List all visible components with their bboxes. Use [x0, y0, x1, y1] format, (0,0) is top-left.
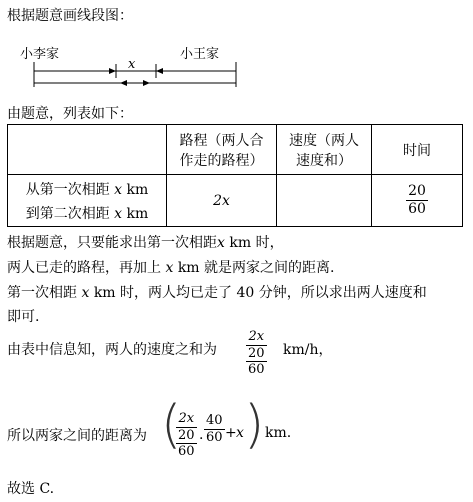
header-empty	[8, 125, 167, 175]
segment-diagram	[20, 60, 250, 92]
speed-unit: km/h，	[283, 342, 333, 358]
right-paren: )	[244, 395, 265, 455]
intro-text: 根据题意画线段图：	[7, 8, 133, 24]
dist-text: 所以两家之间的距离为	[7, 428, 147, 444]
header-distance: 路程（两人合 作走的路程）	[167, 125, 277, 175]
label-xiaowang-home: 小王家	[180, 47, 220, 62]
para-1: 根据题意，只要能求出第一次相距x km 时，	[7, 235, 284, 251]
speed-text: 由表中信息知，两人的速度之和为	[7, 342, 217, 358]
header-time: 时间	[372, 125, 463, 175]
left-paren: (	[161, 395, 182, 455]
cell-distance: 2x	[167, 175, 277, 227]
dist-fraction: $\frac{2x}{\frac{20}{60}}$	[178, 411, 195, 460]
cell-speed	[277, 175, 372, 227]
row-label: 从第一次相距 x km 到第二次相距 x km	[8, 175, 167, 227]
para-3: 第一次相距 x km 时，两人均已走了 40 分钟，所以求出两人速度和	[7, 285, 427, 301]
plus-sign: +	[225, 425, 237, 441]
para-2: 两人已走的路程，再加上 x km 就是两家之间的距离.	[7, 260, 335, 276]
cell-time: $\frac{20}{60}$	[372, 175, 463, 227]
dist-unit: km.	[265, 425, 292, 441]
dot-operator: ·	[199, 431, 204, 447]
info-table	[7, 124, 463, 227]
header-speed: 速度（两人 速度和）	[277, 125, 372, 175]
para-3b: 即可.	[7, 309, 40, 325]
var-x: x	[236, 425, 244, 441]
speed-fraction: $\frac{2x}{\frac{20}{60}}$	[248, 329, 265, 378]
label-xiaoli-home: 小李家	[20, 47, 60, 62]
label-x-segment: x	[128, 57, 136, 72]
table-intro: 由题意，列表如下：	[7, 106, 133, 122]
answer-text: 故选 C.	[7, 481, 55, 497]
dist-fraction-2: $\frac{40}{60}$	[206, 413, 223, 445]
